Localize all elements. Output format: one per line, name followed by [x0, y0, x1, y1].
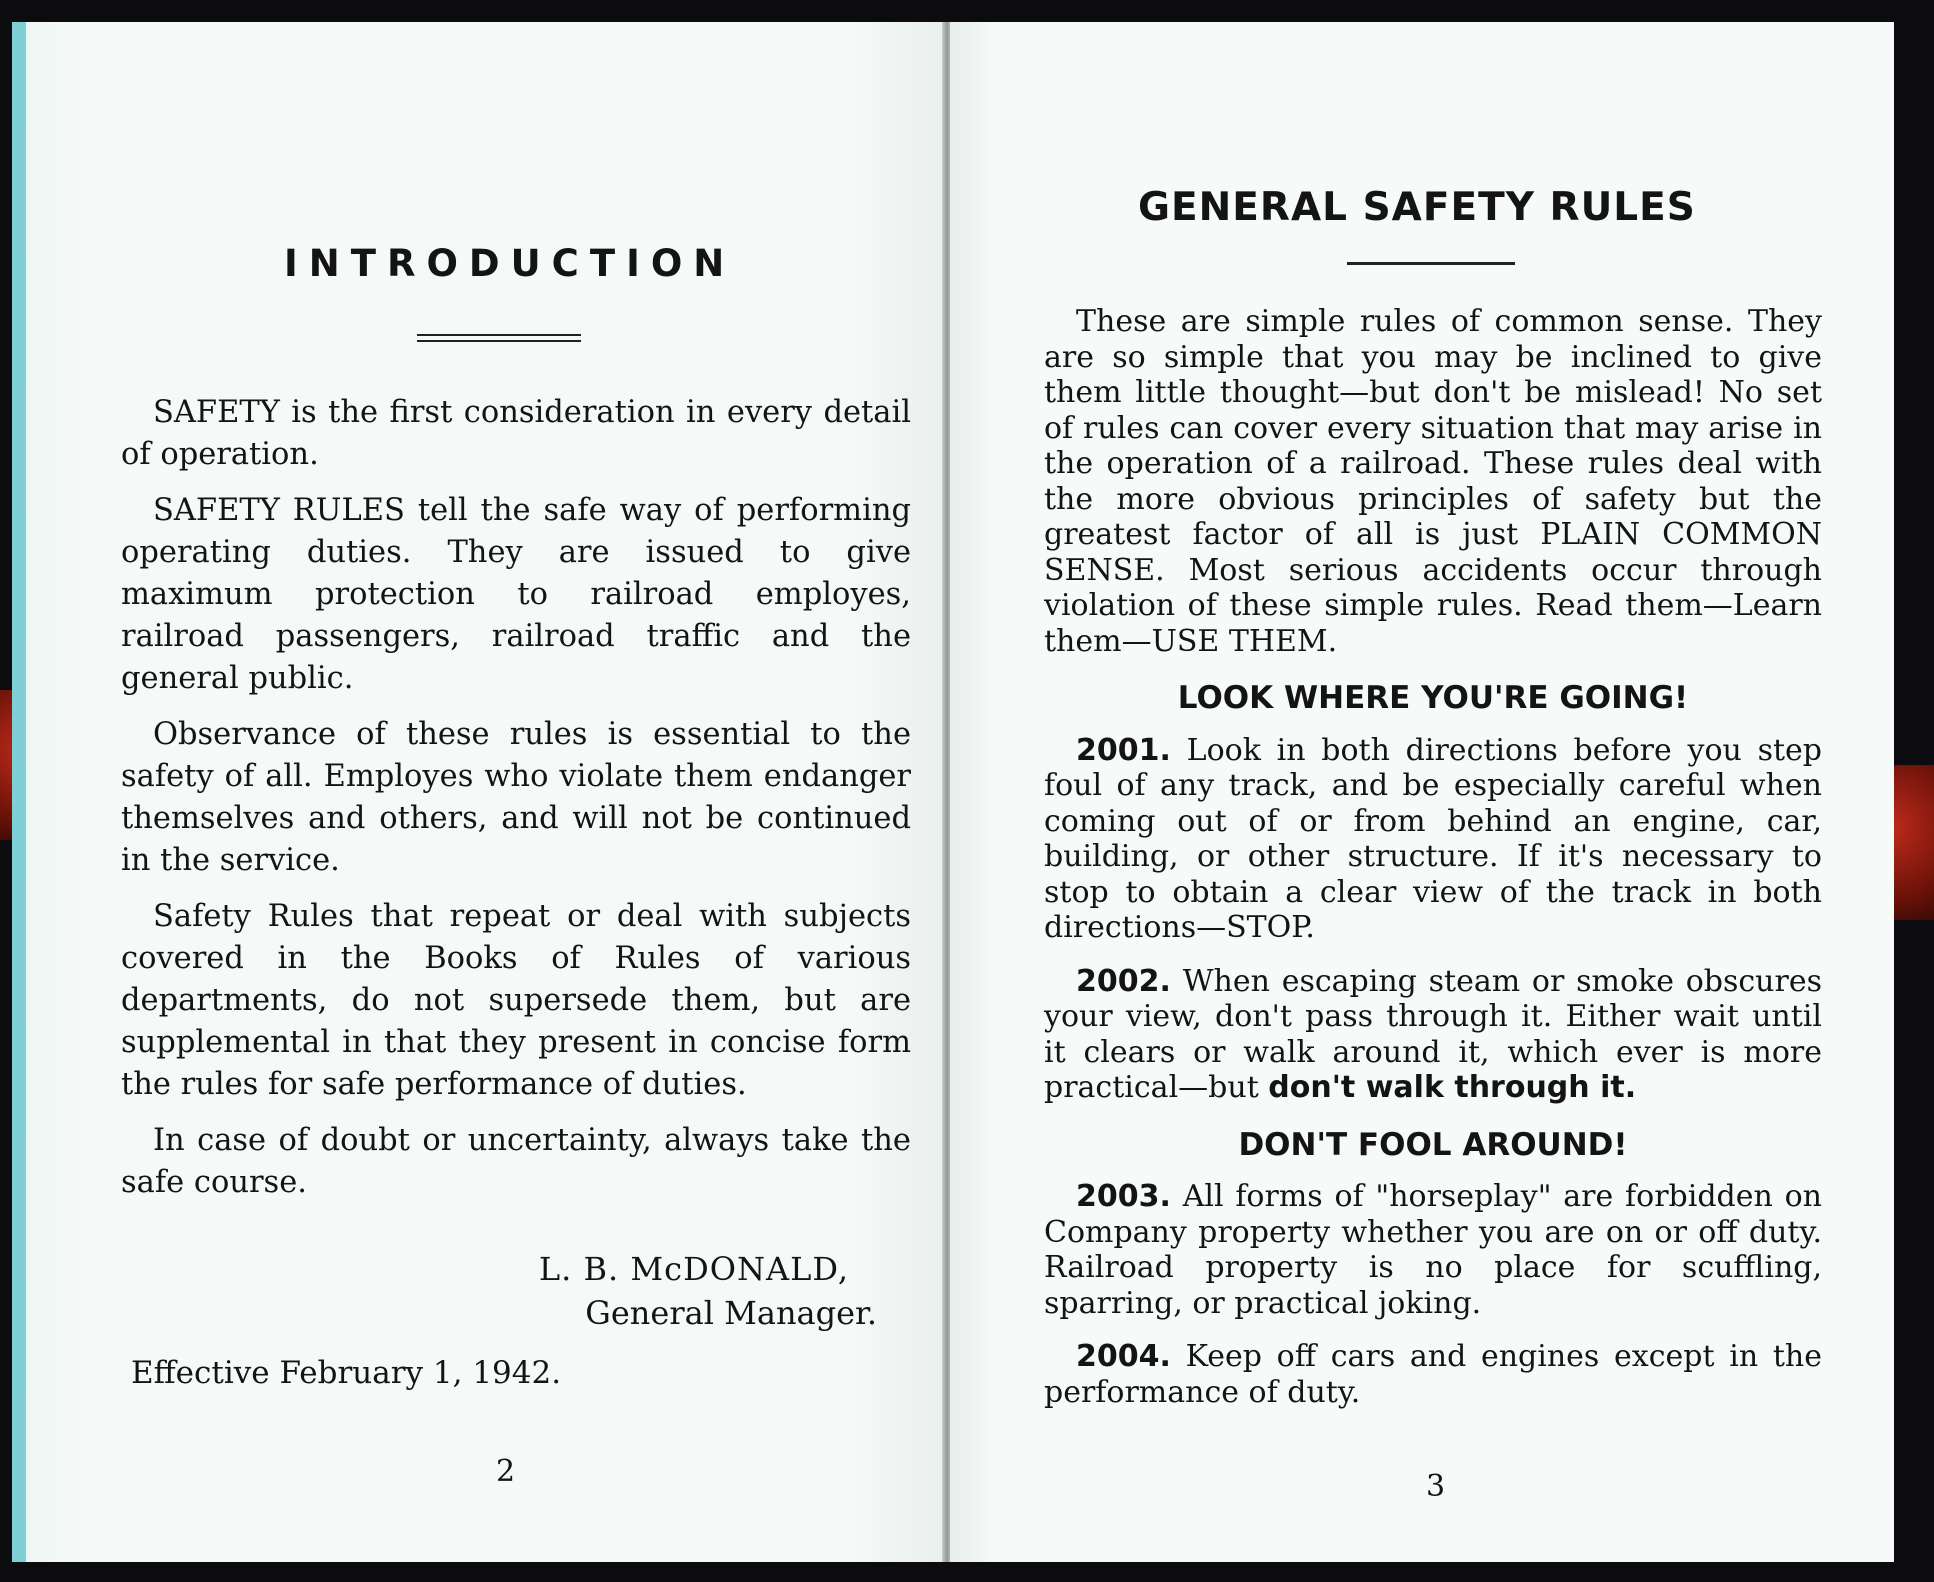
rule-2004-number: 2004. — [1076, 1339, 1171, 1374]
signature-name: L. B. McDONALD, — [538, 1250, 849, 1288]
general-safety-rules-title: GENERAL SAFETY RULES — [1138, 185, 1696, 230]
rule-2002-number: 2002. — [1076, 963, 1171, 999]
page-number-left: 2 — [496, 1454, 516, 1489]
section-heading-look: LOOK WHERE YOU'RE GOING! — [1177, 680, 1689, 716]
signature-block — [539, 1247, 877, 1335]
intro-paragraph-3: Observance of these rules is essential to the safety of all. Employes who violate them endanger themselves and others, and will not be continued in the service. — [121, 717, 911, 878]
rules-intro-paragraph: These are simple rules of common sense. They are so simple that you may be inclined to give them little thought—but don't be mislead! No set of rules can cover every situation that may arise in the operation of a railroad. These rules deal with the more obvious principles of safety but the greatest factor of all is just PLAIN COMMON SENSE. Most serious accidents occur through violation of these simple rules. Read them—Learn them—USE THEM. — [1044, 304, 1822, 659]
rules-body — [1044, 304, 1822, 1428]
rule-2002-text: When escaping steam or smoke obscures your view, don't pass through it. Either wait until it clears or walk around it, which ever is more practical—but — [1044, 963, 1822, 1105]
introduction-body — [121, 392, 911, 1218]
rule-2002 — [1044, 964, 1822, 1106]
intro-paragraph-1: SAFETY is the first consideration in every detail of operation. — [121, 395, 911, 472]
rule-2003-number: 2003. — [1076, 1179, 1171, 1214]
rule-2002-emphasis: don't walk through it. — [1268, 1070, 1637, 1105]
rule-2003 — [1044, 1179, 1822, 1321]
rule-2001-number: 2001. — [1076, 732, 1171, 768]
signature-title: General Manager. — [585, 1294, 877, 1332]
introduction-title: INTRODUCTION — [284, 242, 736, 285]
intro-paragraph-5: In case of doubt or uncertainty, always take the safe course. — [121, 1123, 911, 1200]
rule-2004-text: Keep off cars and engines except in the performance of duty. — [1044, 1339, 1822, 1410]
rule-2001 — [1044, 733, 1822, 946]
rule-2003-text: All forms of "horseplay" are forbidden on Company property whether you are on or off duty. Railroad property is no place for scuffling, sparring, or practical joking. — [1044, 1179, 1822, 1321]
rule-2001-text: Look in both directions before you step foul of any track, and be especially careful when coming out of or from behind an engine, car, building, or other structure. If it's necessary to stop to obtain a clear view of the track in both directions—STOP. — [1044, 732, 1822, 945]
right-page — [950, 22, 1894, 1562]
intro-paragraph-4: Safety Rules that repeat or deal with subjects covered in the Books of Rules of various departments, do not supersede them, but are supplemental in that they present in concise form the rules for safe performance of duties. — [121, 899, 911, 1102]
section-heading-fool: DON'T FOOL AROUND! — [1238, 1126, 1628, 1163]
left-page — [12, 22, 945, 1562]
title-rule — [1347, 262, 1515, 265]
intro-paragraph-2: SAFETY RULES tell the safe way of performing operating duties. They are issued to give maximum protection to railroad employes, railroad passengers, railroad traffic and the general public. — [121, 493, 911, 696]
page-number-right: 3 — [1426, 1469, 1446, 1504]
rule-2004 — [1044, 1339, 1822, 1410]
title-double-rule — [417, 334, 581, 342]
effective-date: Effective February 1, 1942. — [131, 1355, 562, 1391]
